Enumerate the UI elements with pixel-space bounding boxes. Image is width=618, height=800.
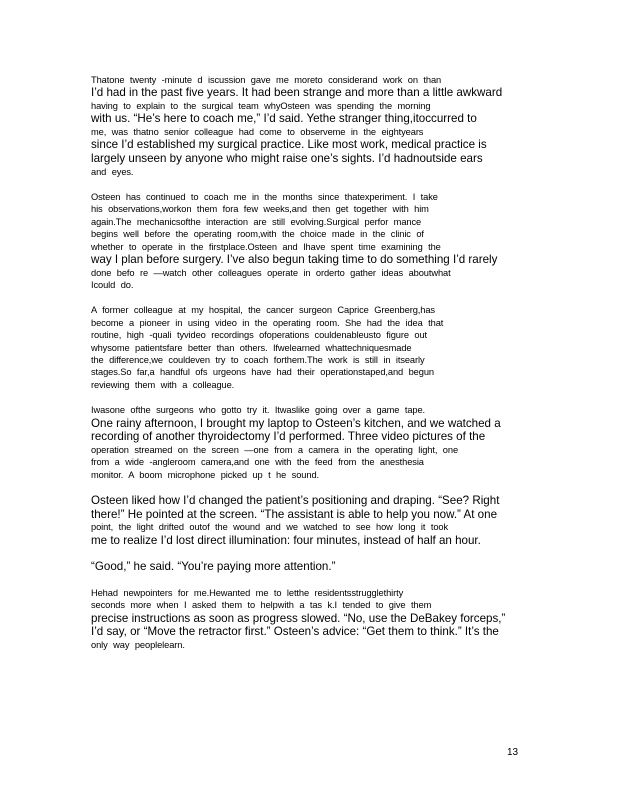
text-line: operation streamed on the screen —one from a camera in the operating light, one bbox=[91, 444, 459, 455]
text-line: recording of another thyroidectomy I’d performed. Three video pictures of the bbox=[91, 430, 486, 444]
text-line: done befo re —watch other colleagues operate in orderto gather ideas aboutwhat bbox=[91, 267, 451, 278]
text-line: since I’d established my surgical practice. Like most work, medical practice is bbox=[91, 138, 487, 152]
text-line: Iwasone ofthe surgeons who gotto try it. Itwaslike going over a game tape. bbox=[91, 405, 426, 416]
body-text bbox=[91, 74, 523, 664]
paragraph bbox=[91, 587, 523, 651]
text-line: the difference,we couldeven try to coach forthem.The work is still in itsearly bbox=[91, 355, 425, 366]
text-line: “Good,” he said. “You’re paying more attention.” bbox=[91, 560, 336, 574]
text-line: me, was thatno senior colleague had come to observeme in the eightyears bbox=[91, 127, 424, 137]
text-line: begins well before the operating room,with the choice made in the clinic of bbox=[91, 229, 424, 240]
text-line: there!” He pointed at the screen. “The assistant is able to help you now.” At one bbox=[91, 507, 498, 521]
text-line: whether to operate in the firstplace.Osteen and Ihave spent time examining the bbox=[91, 241, 441, 252]
paragraph bbox=[91, 191, 523, 291]
text-line: become a pioneer in using video in the operating room. She had the idea that bbox=[91, 317, 444, 328]
text-line: monitor. A boom microphone picked up t he sound. bbox=[91, 469, 319, 480]
text-line: Osteen liked how I’d changed the patient’s positioning and draping. “See? Right bbox=[91, 494, 500, 508]
text-line: stages.So far,a handful ofs urgeons have had their operationstaped,and begun bbox=[91, 367, 434, 378]
page-number: 13 bbox=[507, 747, 519, 758]
text-line: again.The mechanicsofthe interaction are still evolving.Surgical perfor mance bbox=[91, 216, 422, 227]
text-line: Icould do. bbox=[91, 280, 134, 291]
text-line: One rainy afternoon, I brought my laptop to Osteen’s kitchen, and we watched a bbox=[91, 416, 501, 430]
paragraph bbox=[91, 404, 523, 481]
text-line: routine, high -quali tyvideo recordings ofoperations couldenableusto figure out bbox=[91, 330, 428, 341]
paragraph bbox=[91, 74, 523, 178]
text-line: I’d say, or “Move the retractor first.” Osteen’s advice: “Get them to think.” It’s the bbox=[91, 625, 499, 639]
text-line: largely unseen by anyone who might raise one’s sights. I’d hadnoutside ears bbox=[91, 152, 483, 165]
text-line: and eyes. bbox=[91, 166, 134, 177]
text-line: only way peoplelearn. bbox=[91, 639, 185, 650]
text-line: point, the light drifted outof the wound and we watched to see how long it took bbox=[91, 522, 449, 533]
text-line: Hehad newpointers for me.Hewanted me to letthe residentsstrugglethirty bbox=[91, 587, 404, 598]
text-line: I’d had in the past five years. It had been strange and more than a little awkward bbox=[91, 86, 503, 100]
text-line: from a wide -angleroom camera,and one with the feed from the anesthesia bbox=[91, 457, 424, 468]
text-line: reviewing them with a colleague. bbox=[91, 379, 235, 390]
text-line: seconds more when I asked them to helpwith a tas k.I tended to give them bbox=[91, 600, 432, 611]
text-line: precise instructions as soon as progress slowed. “No, use the DeBakey forceps,” bbox=[91, 611, 506, 625]
text-line: A former colleague at my hospital, the cancer surgeon Caprice Greenberg,has bbox=[91, 305, 435, 316]
text-line: Thatone twenty -minute d iscussion gave me moreto considerand work on than bbox=[91, 75, 442, 85]
text-line: way I plan before surgery. I’ve also begun taking time to do something I’d rarely bbox=[91, 253, 498, 267]
text-line: having to explain to the surgical team whyOsteen was spending the morning bbox=[91, 101, 431, 111]
paragraph bbox=[91, 494, 523, 547]
text-line: with us. “He’s here to coach me,” I’d said. Yethe stranger thing,itoccurred to bbox=[91, 112, 477, 126]
text-line: whysome patientsfare better than others. Ifwelearned whattechniquesmade bbox=[91, 342, 412, 353]
paragraph bbox=[91, 560, 523, 574]
text-line: me to realize I’d lost direct illumination: four minutes, instead of half an hour. bbox=[91, 533, 481, 547]
text-line: Osteen has continued to coach me in the months since thatexperiment. I take bbox=[91, 192, 438, 202]
paragraph bbox=[91, 304, 523, 391]
text-line: his observations,workon them fora few weeks,and then get together with him bbox=[91, 204, 429, 215]
